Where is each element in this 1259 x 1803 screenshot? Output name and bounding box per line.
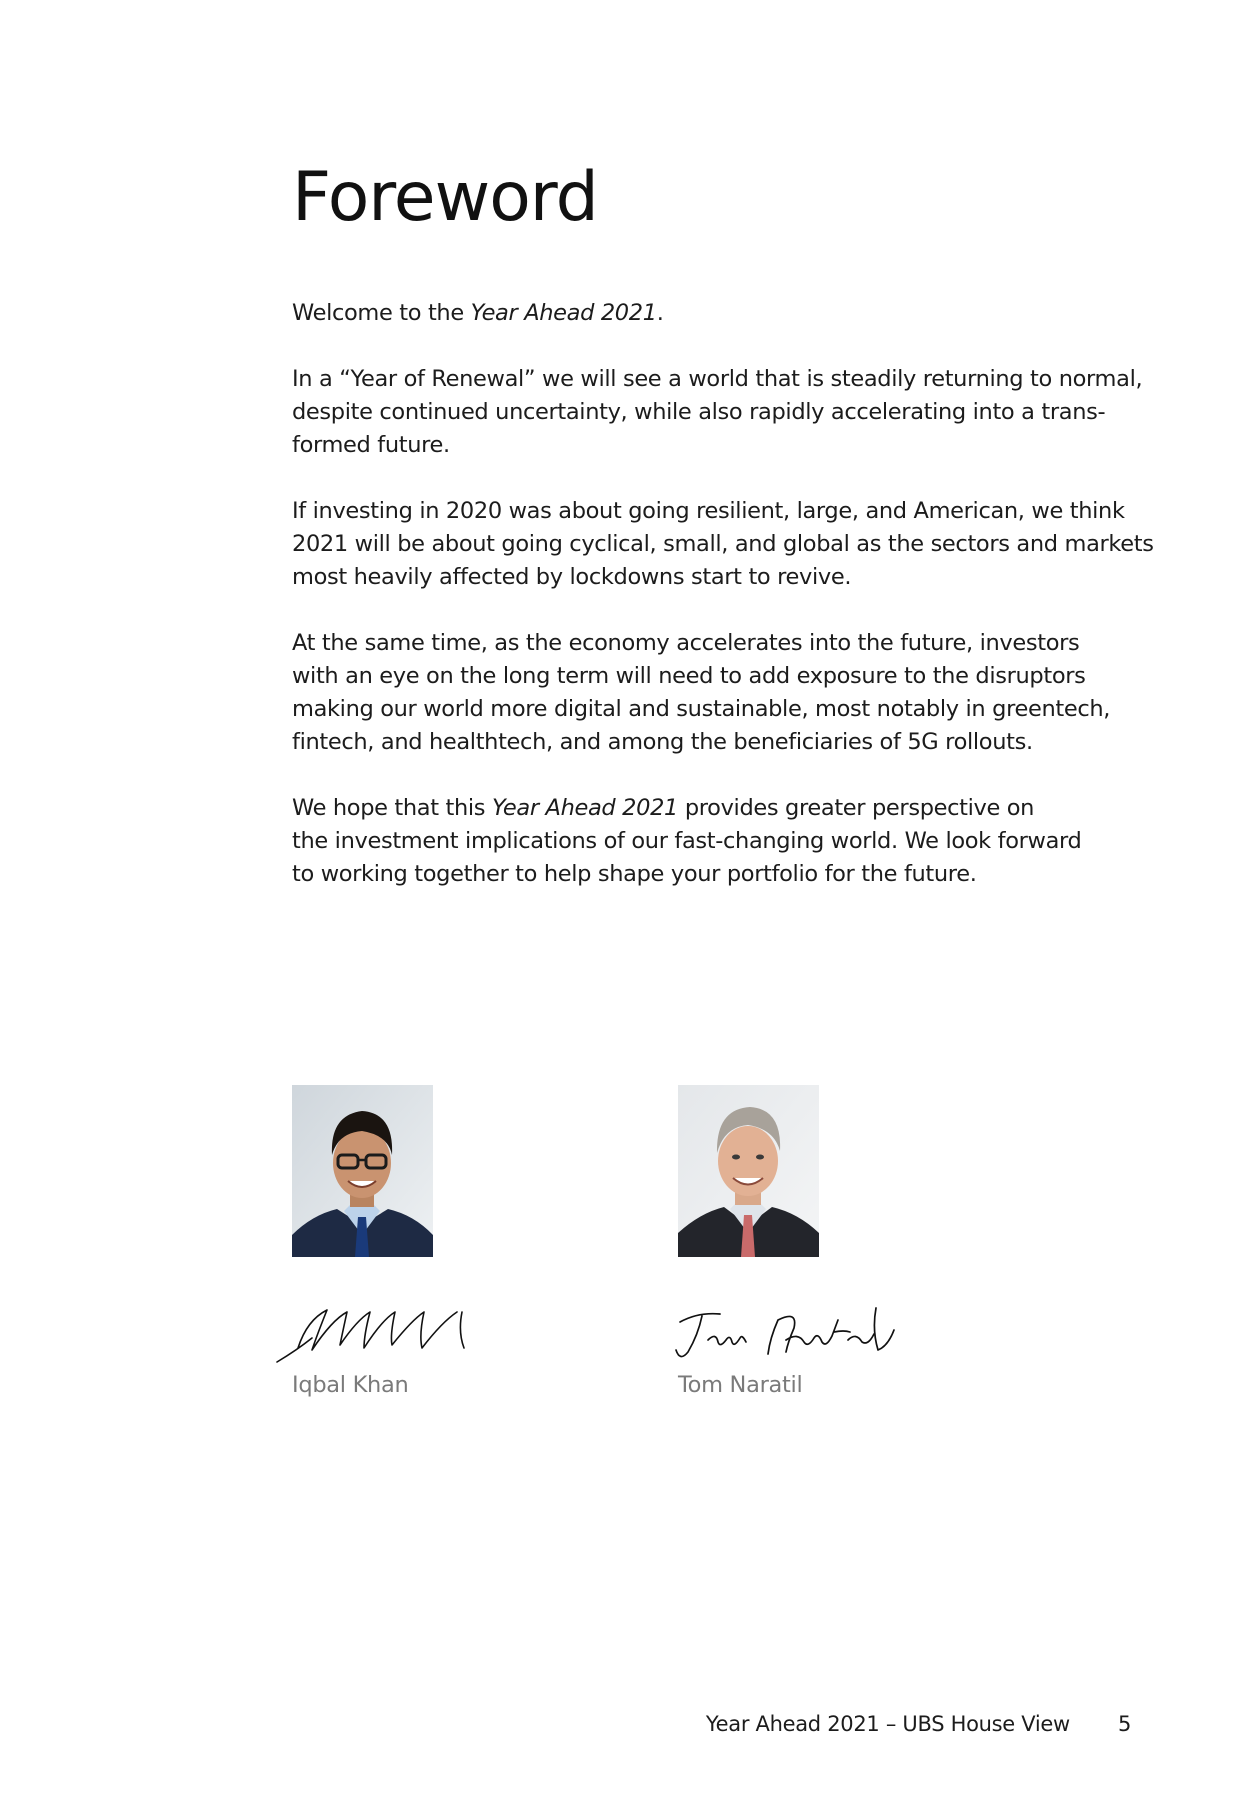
paragraph-line: to working together to help shape your portfolio for the future. bbox=[292, 861, 977, 887]
paragraph-line bbox=[292, 297, 1162, 330]
paragraph-line: At the same time, as the economy accelerates into the future, investors bbox=[292, 630, 1080, 656]
text-run: Welcome to the bbox=[292, 300, 471, 326]
paragraph-line: making our world more digital and sustainable, most notably in greentech, bbox=[292, 696, 1111, 722]
page-number: 5 bbox=[1117, 1712, 1131, 1736]
publication-title-italic: Year Ahead 2021 bbox=[470, 300, 657, 326]
text-run: We hope that this bbox=[292, 795, 492, 821]
paragraph-line: the investment implications of our fast-changing world. We look forward bbox=[292, 828, 1082, 854]
portrait-photo bbox=[292, 1085, 433, 1257]
paragraph-closing bbox=[292, 792, 1162, 891]
paragraph-line: fintech, and healthtech, and among the beneficiaries of 5G rollouts. bbox=[292, 729, 1033, 755]
portrait-illustration bbox=[678, 1085, 819, 1257]
page-footer bbox=[706, 1710, 1131, 1738]
paragraph-renewal bbox=[292, 363, 1162, 462]
paragraph-line: formed future. bbox=[292, 432, 450, 458]
foreword-body bbox=[292, 297, 1162, 924]
paragraph-line: 2021 will be about going cyclical, small, and global as the sectors and markets bbox=[292, 531, 1154, 557]
paragraph-future bbox=[292, 627, 1162, 759]
signatory-name: Tom Naratil bbox=[678, 1372, 803, 1398]
signatory-tom-naratil bbox=[678, 1085, 938, 1398]
portrait-illustration bbox=[292, 1085, 433, 1257]
handwritten-signature bbox=[658, 1290, 918, 1374]
signatory-name: Iqbal Khan bbox=[292, 1372, 409, 1398]
signature-tom-naratil bbox=[658, 1290, 918, 1370]
publication-title-italic: Year Ahead 2021 bbox=[491, 795, 679, 821]
signature-iqbal-khan bbox=[272, 1290, 502, 1370]
portrait-photo bbox=[678, 1085, 819, 1257]
paragraph-investing bbox=[292, 495, 1162, 594]
text-run: provides greater perspective on bbox=[678, 795, 1035, 821]
page-title: Foreword bbox=[292, 158, 598, 237]
handwritten-signature bbox=[272, 1290, 502, 1374]
paragraph-line: If investing in 2020 was about going resilient, large, and American, we think bbox=[292, 498, 1125, 524]
paragraph-line: In a “Year of Renewal” we will see a world that is steadily returning to normal, bbox=[292, 366, 1143, 392]
signatory-iqbal-khan bbox=[292, 1085, 552, 1398]
paragraph-welcome bbox=[292, 297, 1162, 330]
paragraph-line: despite continued uncertainty, while also rapidly accelerating into a trans- bbox=[292, 399, 1106, 425]
paragraph-line: with an eye on the long term will need to add exposure to the disruptors bbox=[292, 663, 1086, 689]
footer-publication: Year Ahead 2021 – UBS House View bbox=[705, 1712, 1070, 1736]
paragraph-line bbox=[292, 792, 1162, 825]
paragraph-line: most heavily affected by lockdowns start to revive. bbox=[292, 564, 852, 590]
text-run: . bbox=[656, 300, 664, 326]
